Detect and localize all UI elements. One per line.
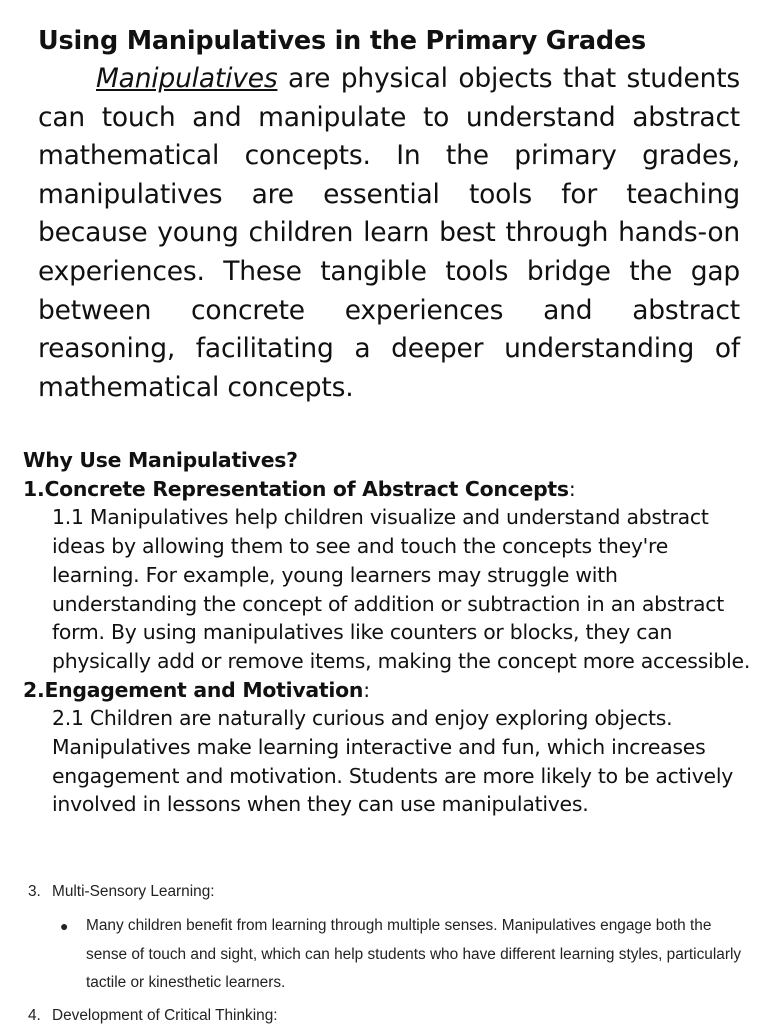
intro-paragraph	[38, 60, 740, 407]
why-item-1-number: 1.	[23, 476, 45, 501]
reason-4-title: Development of Critical Thinking:	[52, 1006, 278, 1024]
reason-3-bullets	[60, 912, 748, 998]
bullet-icon: ●	[60, 918, 69, 934]
why-item-1-detail: 1.1 Manipulatives help children visualize and understand abstract ideas by allowing them to see and touch the concepts they're learning. For example, young learners may struggle with understanding the concept of addition or subtraction in an abstract form. By using manipulatives like counters or blocks, they can physically add or remove items, making the concept more accessible.	[52, 505, 751, 673]
intro-text: are physical objects that students can touch and manipulate to understand abstract mathematical concepts. In the primary grades, manipulatives are essential tools for teaching because young children learn best through hands-on experiences. These tangible tools bridge the gap between concrete experiences and abstract reasoning, facilitating a deeper understanding of mathematical concepts.	[38, 63, 740, 403]
reason-3-title: Multi-Sensory Learning:	[52, 883, 215, 900]
more-reasons-section	[28, 878, 748, 1024]
intro-section	[38, 22, 740, 407]
why-item-2-heading	[23, 676, 753, 705]
why-item-2-number: 2.	[23, 677, 45, 702]
reason-3-bullet-text: Many children benefit from learning through multiple senses. Manipulatives engage both the sense of touch and sight, which can help students who have different learning styles, particularly tactile or kinesthetic learners.	[86, 917, 742, 991]
why-item-2-suffix: :	[363, 677, 370, 702]
list-item	[60, 912, 748, 998]
why-item-2-title: Engagement and Motivation	[44, 677, 364, 702]
page-title: Using Manipulatives in the Primary Grades	[38, 26, 647, 56]
why-heading: Why Use Manipulatives?	[23, 448, 298, 472]
intro-term: Manipulatives	[96, 63, 278, 94]
why-item-1-suffix: :	[568, 476, 576, 501]
why-item-1-title: Concrete Representation of Abstract Concepts	[44, 476, 569, 501]
reason-4-number: 4.	[28, 1006, 41, 1024]
reason-4-heading	[28, 1002, 748, 1024]
why-item-2-detail: 2.1 Children are naturally curious and enjoy exploring objects. Manipulatives make learning interactive and fun, which increases engagement and motivation. Students are more likely to be actively involved in lessons when they can use manipulatives.	[52, 706, 734, 817]
reason-3-number: 3.	[28, 883, 41, 900]
reason-3-heading	[28, 878, 748, 906]
why-item-1-heading	[23, 475, 753, 504]
why-section	[23, 446, 753, 819]
